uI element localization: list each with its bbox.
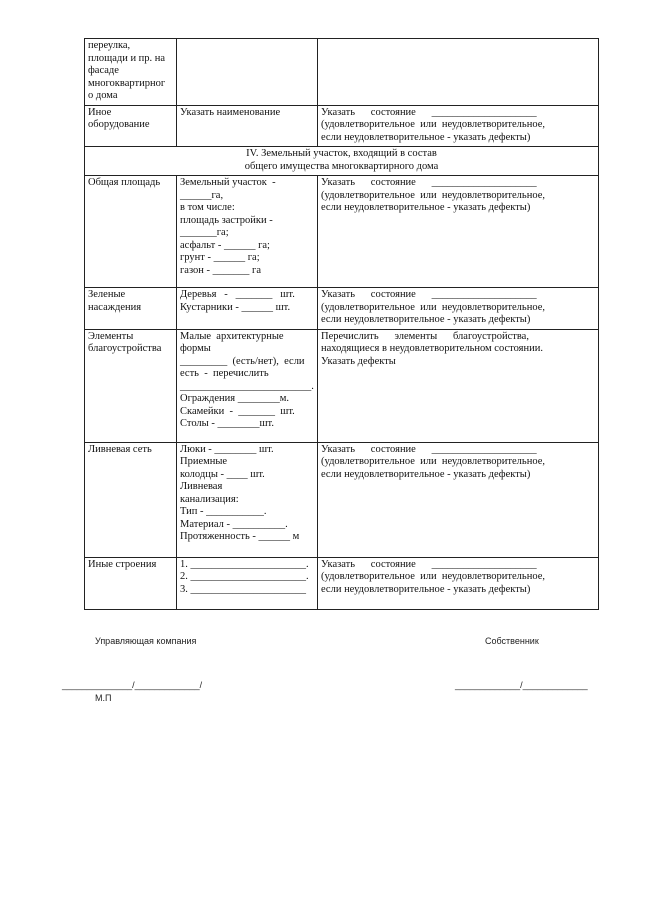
text-line: ______га,	[180, 189, 224, 201]
text-line: (удовлетворительное или неудовлетворительное,	[321, 119, 545, 130]
text-line: Земельный участок -	[180, 177, 276, 188]
text-line: многоквартирног	[88, 77, 166, 89]
text-line: Ливневая сеть	[88, 443, 152, 455]
company-label: Управляющая компания	[95, 636, 197, 646]
text-line: 3. ______________________	[180, 583, 306, 595]
owner-label: Собственник	[485, 636, 539, 646]
table-row	[85, 442, 599, 557]
property-inventory-table	[84, 38, 599, 610]
cell-description	[177, 39, 318, 106]
text-line: Столы - ________шт.	[180, 418, 274, 429]
text-line: грунт - ______ га;	[180, 252, 260, 263]
text-line: 1. ______________________.	[180, 558, 309, 570]
text-line: благоустройства	[88, 343, 162, 354]
text-line: насаждения	[88, 301, 142, 313]
text-line: (удовлетворительное или неудовлетворительное,	[321, 571, 545, 582]
text-line: Тип - ___________.	[180, 506, 267, 517]
text-line: Иное	[88, 106, 112, 118]
text-line: Малые архитектурные	[180, 330, 284, 342]
table-row	[85, 176, 599, 288]
text-line: находящиеся в неудовлетворительном состоянии.	[321, 343, 543, 354]
cell-condition	[318, 288, 599, 330]
text-line: Зеленые	[88, 289, 126, 300]
text-line: Указать состояние ____________________	[321, 558, 537, 570]
cell-description	[177, 105, 318, 147]
cell-description	[177, 288, 318, 330]
company-signature-line: ______________/_____________/	[62, 680, 203, 690]
cell-description	[177, 442, 318, 557]
text-line: если неудовлетворительное - указать дефекты)	[321, 468, 531, 480]
cell-description	[177, 557, 318, 609]
cell-condition	[318, 105, 599, 147]
cell-item	[85, 442, 177, 557]
text-line: (удовлетворительное или неудовлетворительное,	[321, 301, 545, 313]
cell-condition	[318, 442, 599, 557]
text-line: Скамейки - _______ шт.	[180, 405, 295, 417]
text-line: Указать наименование	[180, 106, 281, 118]
text-line: есть - перечислить	[180, 368, 269, 379]
text-line: _______га;	[180, 227, 229, 238]
text-line: фасаде	[88, 65, 119, 76]
text-line: колодцы - ____ шт.	[180, 468, 265, 480]
cell-condition	[318, 557, 599, 609]
text-line: о дома	[88, 90, 118, 101]
text-line: Иные строения	[88, 558, 157, 570]
cell-description	[177, 176, 318, 288]
table-row	[85, 105, 599, 147]
text-line: Кустарники - ______ шт.	[180, 301, 291, 313]
text-line: Приемные	[180, 456, 228, 467]
cell-item	[85, 105, 177, 147]
text-line: если неудовлетворительное - указать дефекты)	[321, 131, 531, 143]
text-line: если неудовлетворительное - указать дефекты)	[321, 583, 531, 595]
text-line: Элементы	[88, 330, 134, 342]
text-line: в том числе:	[180, 202, 235, 213]
text-line: общего имущества многоквартирного дома	[244, 160, 439, 172]
text-line: формы	[180, 343, 211, 354]
text-line: Ограждения ________м.	[180, 393, 290, 404]
text-line: Общая площадь	[88, 177, 161, 188]
table-row	[85, 329, 599, 442]
text-line: _________________________.	[180, 380, 314, 392]
text-line: Указать состояние ____________________	[321, 106, 537, 118]
text-line: Перечислить элементы благоустройства,	[321, 330, 529, 342]
table-row	[85, 557, 599, 609]
stamp-label: М.П	[95, 693, 112, 703]
section-header-row	[85, 147, 599, 176]
cell-description	[177, 329, 318, 442]
cell-item	[85, 557, 177, 609]
cell-condition	[318, 39, 599, 106]
section-title	[85, 147, 599, 176]
text-line: (удовлетворительное или неудовлетворительное,	[321, 189, 545, 201]
text-line: 2. ______________________.	[180, 571, 309, 582]
text-line: Протяженность - ______ м	[180, 531, 300, 542]
cell-item	[85, 176, 177, 288]
text-line: Указать состояние ____________________	[321, 443, 537, 455]
table-row	[85, 288, 599, 330]
cell-condition	[318, 329, 599, 442]
text-line: газон - _______ га	[180, 264, 262, 276]
cell-condition	[318, 176, 599, 288]
table-row	[85, 39, 599, 106]
cell-item	[85, 329, 177, 442]
text-line: (удовлетворительное или неудовлетворительное,	[321, 456, 545, 467]
text-line: IV. Земельный участок, входящий в состав	[246, 148, 437, 159]
text-line: переулка,	[88, 40, 131, 51]
text-line: Указать дефекты	[321, 355, 396, 367]
text-line: площади и пр. на	[88, 52, 166, 64]
owner-signature-line: _____________/_____________	[455, 680, 588, 690]
text-line: Указать состояние ____________________	[321, 177, 537, 188]
text-line: Материал - __________.	[180, 518, 288, 530]
text-line: асфальт - ______ га;	[180, 239, 270, 251]
cell-item	[85, 288, 177, 330]
text-line: канализация:	[180, 493, 239, 505]
text-line: Указать состояние ____________________	[321, 289, 537, 300]
text-line: оборудование	[88, 119, 150, 130]
text-line: если неудовлетворительное - указать дефекты)	[321, 314, 531, 325]
cell-item	[85, 39, 177, 106]
text-line: _________ (есть/нет), если	[180, 355, 305, 367]
text-line: Ливневая	[180, 481, 223, 492]
text-line: Деревья - _______ шт.	[180, 289, 295, 300]
text-line: если неудовлетворительное - указать дефекты)	[321, 202, 531, 213]
text-line: площадь застройки -	[180, 214, 273, 226]
text-line: Люки - ________ шт.	[180, 443, 274, 455]
